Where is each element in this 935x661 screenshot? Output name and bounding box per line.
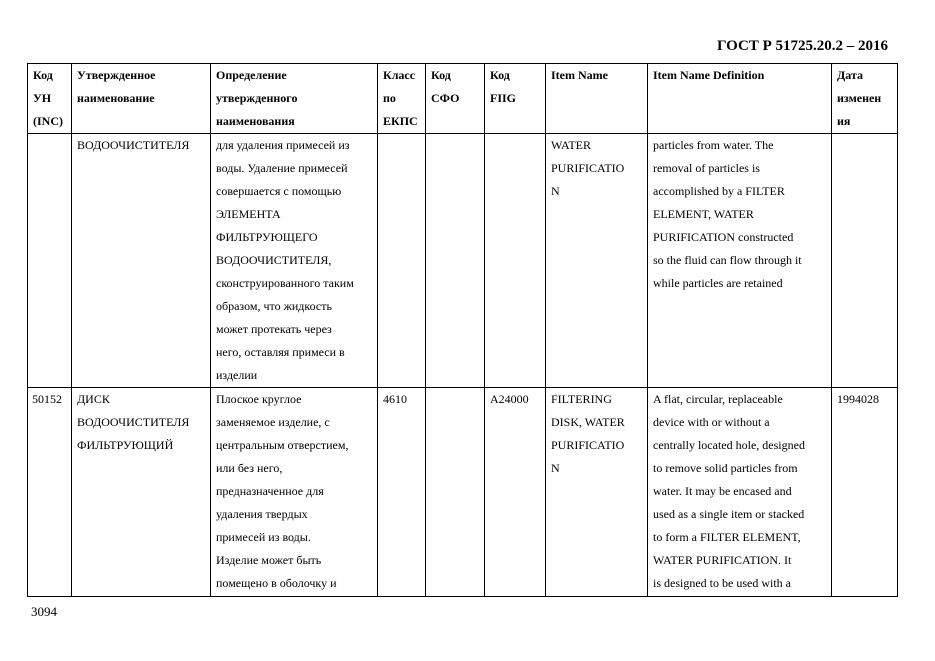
header-line: по: [383, 91, 396, 105]
table-cell: [485, 388, 546, 597]
table-cell: [28, 388, 72, 597]
header-line: ЕКПС: [383, 114, 418, 128]
cell-line: может протекать через: [216, 322, 332, 336]
header-line: FIIG: [490, 91, 517, 105]
header-line: (INC): [33, 114, 63, 128]
cell-line: centrally located hole, designed: [653, 438, 805, 452]
column-header: [72, 64, 211, 134]
column-header: [546, 64, 648, 134]
column-header: [832, 64, 898, 134]
cell-line: A flat, circular, replaceable: [653, 392, 783, 406]
cell-line: предназначенное для: [216, 484, 324, 498]
header-line: наименования: [216, 114, 295, 128]
header-line: изменен: [837, 91, 882, 105]
cell-line: Плоское круглое: [216, 392, 302, 406]
cell-line: ФИЛЬТРУЮЩЕГО: [216, 230, 318, 244]
cell-line: water. It may be encased and: [653, 484, 792, 498]
cell-line: сконструированного таким: [216, 276, 354, 290]
table-cell: [546, 134, 648, 388]
cell-line: ELEMENT, WATER: [653, 207, 754, 221]
cell-line: или без него,: [216, 461, 283, 475]
column-header: [28, 64, 72, 134]
cell-line: to form a FILTER ELEMENT,: [653, 530, 801, 544]
header-line: УН: [33, 91, 52, 105]
table-row: [28, 134, 898, 388]
cell-line: removal of particles is: [653, 161, 760, 175]
header-line: Код: [33, 68, 53, 82]
cell-line: него, оставляя примеси в: [216, 345, 345, 359]
cell-line: FILTERING: [551, 392, 612, 406]
cell-line: ФИЛЬТРУЮЩИЙ: [77, 438, 174, 452]
table-body: [28, 134, 898, 597]
cell-line: 1994028: [837, 392, 879, 406]
cell-line: is designed to be used with a: [653, 576, 791, 590]
table-row: [28, 388, 898, 597]
table-cell: [832, 388, 898, 597]
cell-line: ВОДООЧИСТИТЕЛЯ: [77, 415, 190, 429]
header-line: ия: [837, 114, 851, 128]
cell-line: N: [551, 461, 560, 475]
page-number: 3094: [31, 604, 57, 619]
cell-line: 50152: [32, 392, 62, 406]
column-header: [378, 64, 426, 134]
table-cell: [648, 388, 832, 597]
table-cell: [378, 388, 426, 597]
header-line: утвержденного: [216, 91, 298, 105]
cell-line: удаления твердых: [216, 507, 308, 521]
table-cell: [211, 388, 378, 597]
table-cell: [485, 134, 546, 388]
table-header-row: [28, 64, 898, 134]
table-cell: [72, 134, 211, 388]
cell-line: particles from water. The: [653, 138, 774, 152]
cell-line: Изделие может быть: [216, 553, 322, 567]
column-header: [485, 64, 546, 134]
header-line: Класс: [383, 68, 416, 82]
table-cell: [426, 134, 485, 388]
header-line: Item Name Definition: [653, 68, 765, 82]
table-cell: [72, 388, 211, 597]
cell-line: ДИСК: [77, 392, 110, 406]
cell-line: WATER: [551, 138, 591, 152]
cell-line: to remove solid particles from: [653, 461, 798, 475]
header-line: Код: [490, 68, 510, 82]
table-cell: [426, 388, 485, 597]
cell-line: A24000: [490, 392, 529, 406]
cell-line: центральным отверстием,: [216, 438, 349, 452]
table-cell: [378, 134, 426, 388]
cell-line: accomplished by a FILTER: [653, 184, 785, 198]
table-cell: [832, 134, 898, 388]
cell-line: совершается с помощью: [216, 184, 342, 198]
table-cell: [546, 388, 648, 597]
cell-line: воды. Удаление примесей: [216, 161, 348, 175]
cell-line: PURIFICATIO: [551, 438, 625, 452]
header-line: СФО: [431, 91, 460, 105]
table-cell: [211, 134, 378, 388]
table-cell: [648, 134, 832, 388]
cell-line: заменяемое изделие, с: [216, 415, 330, 429]
cell-line: 4610: [383, 392, 407, 406]
header-line: Item Name: [551, 68, 608, 82]
cell-line: помещено в оболочку и: [216, 576, 337, 590]
column-header: [426, 64, 485, 134]
header-line: Код: [431, 68, 451, 82]
nomenclature-table: [27, 63, 898, 597]
header-line: Утвержденное: [77, 68, 156, 82]
cell-line: изделии: [216, 368, 258, 382]
cell-line: used as a single item or stacked: [653, 507, 805, 521]
cell-line: ЭЛЕМЕНТА: [216, 207, 281, 221]
cell-line: PURIFICATION constructed: [653, 230, 794, 244]
header-line: наименование: [77, 91, 155, 105]
cell-line: WATER PURIFICATION. It: [653, 553, 792, 567]
cell-line: для удаления примесей из: [216, 138, 350, 152]
header-line: Дата: [837, 68, 863, 82]
cell-line: образом, что жидкость: [216, 299, 332, 313]
table-cell: [28, 134, 72, 388]
cell-line: PURIFICATIO: [551, 161, 625, 175]
column-header: [211, 64, 378, 134]
cell-line: while particles are retained: [653, 276, 783, 290]
cell-line: примесей из воды.: [216, 530, 311, 544]
document-title: ГОСТ Р 51725.20.2 – 2016: [716, 38, 888, 54]
cell-line: so the fluid can flow through it: [653, 253, 802, 267]
header-line: Определение: [216, 68, 287, 82]
cell-line: ВОДООЧИСТИТЕЛЯ: [77, 138, 190, 152]
cell-line: ВОДООЧИСТИТЕЛЯ,: [216, 253, 332, 267]
column-header: [648, 64, 832, 134]
cell-line: device with or without a: [653, 415, 770, 429]
cell-line: N: [551, 184, 560, 198]
cell-line: DISK, WATER: [551, 415, 625, 429]
